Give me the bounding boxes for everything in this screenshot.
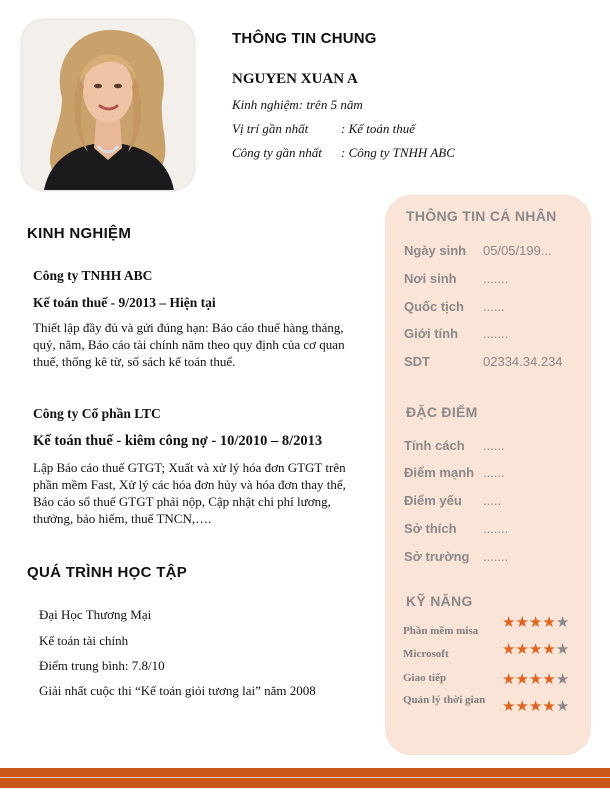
summary-last-position <box>232 121 416 137</box>
job-role: Kế toán thuế - kiêm công nợ - 10/2010 – 8/2013 <box>33 433 323 449</box>
star-empty-icon: ★ <box>555 615 570 631</box>
skill-stars <box>502 700 569 715</box>
star-filled-icon: ★ <box>542 642 556 658</box>
education-item: Điểm trung bình: 7.8/10 <box>39 658 165 673</box>
row-label: SDT <box>404 354 430 369</box>
skill-stars <box>502 616 569 631</box>
row-label: Sở trường <box>404 549 470 564</box>
candidate-name: NGUYEN XUAN A <box>232 71 358 87</box>
row-label: Nơi sinh <box>404 271 457 286</box>
trait-row <box>404 438 505 453</box>
traits-title: ĐẶC ĐIỂM <box>406 404 478 420</box>
job-company: Công ty Cổ phần LTC <box>33 406 161 421</box>
star-filled-icon: ★ <box>502 615 516 631</box>
skill-label: Microsoft <box>403 648 449 660</box>
personal-info-title: THÔNG TIN CÁ NHÂN <box>406 208 557 224</box>
personal-row <box>404 326 509 341</box>
star-filled-icon: ★ <box>515 615 529 631</box>
row-label: Giới tính <box>404 326 459 341</box>
row-label: Tính cách <box>404 438 465 453</box>
star-filled-icon: ★ <box>542 699 556 715</box>
job-description: Thiết lập đầy đủ và gửi đúng hạn: Báo cáo thuế hàng tháng, quý, năm, Báo cáo tài chính năm theo quy định của cơ quan thuế, thống kê từ, sổ sách kế toán thuế. <box>33 320 345 369</box>
trait-row <box>404 549 509 564</box>
skill-label: Phần mềm misa <box>403 625 479 637</box>
job-company: Công ty TNHH ABC <box>33 268 153 283</box>
star-empty-icon: ★ <box>555 672 570 688</box>
row-value: 02334.34.234 <box>483 354 563 369</box>
skill-label: Giao tiếp <box>403 672 447 684</box>
education-item: Đại Học Thương Mại <box>39 607 152 622</box>
footer-band-line <box>0 777 610 778</box>
row-value: 05/05/199... <box>483 243 552 258</box>
summary-last-company <box>232 145 455 161</box>
star-filled-icon: ★ <box>515 672 529 688</box>
row-value: ....... <box>483 326 509 341</box>
skills-title: KỸ NĂNG <box>406 593 473 609</box>
trait-row <box>404 521 509 536</box>
experience-title: KINH NGHIỆM <box>27 225 132 242</box>
row-label: Điểm mạnh <box>404 465 475 480</box>
row-value: ...... <box>483 465 505 480</box>
star-filled-icon: ★ <box>542 615 556 631</box>
star-filled-icon: ★ <box>528 672 543 688</box>
row-label: Ngày sinh <box>404 243 467 258</box>
education-item: Giải nhất cuộc thi “Kế toán giỏi tương lai” năm 2008 <box>39 683 316 698</box>
star-filled-icon: ★ <box>502 642 516 658</box>
star-filled-icon: ★ <box>515 642 529 658</box>
summary-label: Kinh nghiệm: trên 5 năm <box>232 97 363 112</box>
trait-row <box>404 465 505 480</box>
row-value: ..... <box>483 493 502 508</box>
star-empty-icon: ★ <box>555 699 570 715</box>
row-label: Điểm yếu <box>404 493 462 508</box>
summary-experience <box>232 97 363 113</box>
row-label: Quốc tịch <box>404 299 464 314</box>
row-value: ...... <box>483 438 505 453</box>
row-value: ....... <box>483 521 509 536</box>
skill-label: Quản lý thời gian <box>403 694 486 706</box>
star-filled-icon: ★ <box>528 699 543 715</box>
portrait-illustration <box>22 20 194 190</box>
row-value: ...... <box>483 299 505 314</box>
skill-stars <box>502 673 569 688</box>
education-title: QUÁ TRÌNH HỌC TẬP <box>27 564 188 581</box>
job-role: Kế toán thuế - 9/2013 – Hiện tại <box>33 295 216 310</box>
row-label: Sở thích <box>404 521 457 536</box>
star-filled-icon: ★ <box>502 699 516 715</box>
star-filled-icon: ★ <box>502 672 516 688</box>
personal-row <box>404 271 509 286</box>
star-filled-icon: ★ <box>515 699 529 715</box>
general-info-title: THÔNG TIN CHUNG <box>232 30 377 47</box>
profile-photo <box>22 20 194 190</box>
skill-stars <box>502 643 569 658</box>
footer-band <box>0 768 610 788</box>
star-filled-icon: ★ <box>528 642 543 658</box>
star-empty-icon: ★ <box>555 642 570 658</box>
row-value: ....... <box>483 271 509 286</box>
summary-value: : Công ty TNHH ABC <box>341 145 455 160</box>
trait-row <box>404 493 502 508</box>
star-filled-icon: ★ <box>528 615 543 631</box>
star-filled-icon: ★ <box>542 672 556 688</box>
personal-row <box>404 243 552 258</box>
summary-label: Công ty gần nhất <box>232 145 322 160</box>
personal-row <box>404 299 505 314</box>
personal-row <box>404 354 563 369</box>
job-description: Lập Báo cáo thuế GTGT; Xuất và xử lý hóa đơn GTGT trên phần mềm Fast, Xử lý các hóa đơn hủy và hóa đơn thay thế, Báo cáo sổ thuế GTGT phải nộp, Cập nhật chi phí lương, thưởng, bảo hiểm, thuế TNCN,…. <box>33 460 346 526</box>
education-item: Kế toán tài chính <box>39 633 129 648</box>
summary-value: : Kế toán thuế <box>341 121 416 136</box>
summary-label: Vị trí gần nhất <box>232 121 309 136</box>
row-value: ....... <box>483 549 509 564</box>
